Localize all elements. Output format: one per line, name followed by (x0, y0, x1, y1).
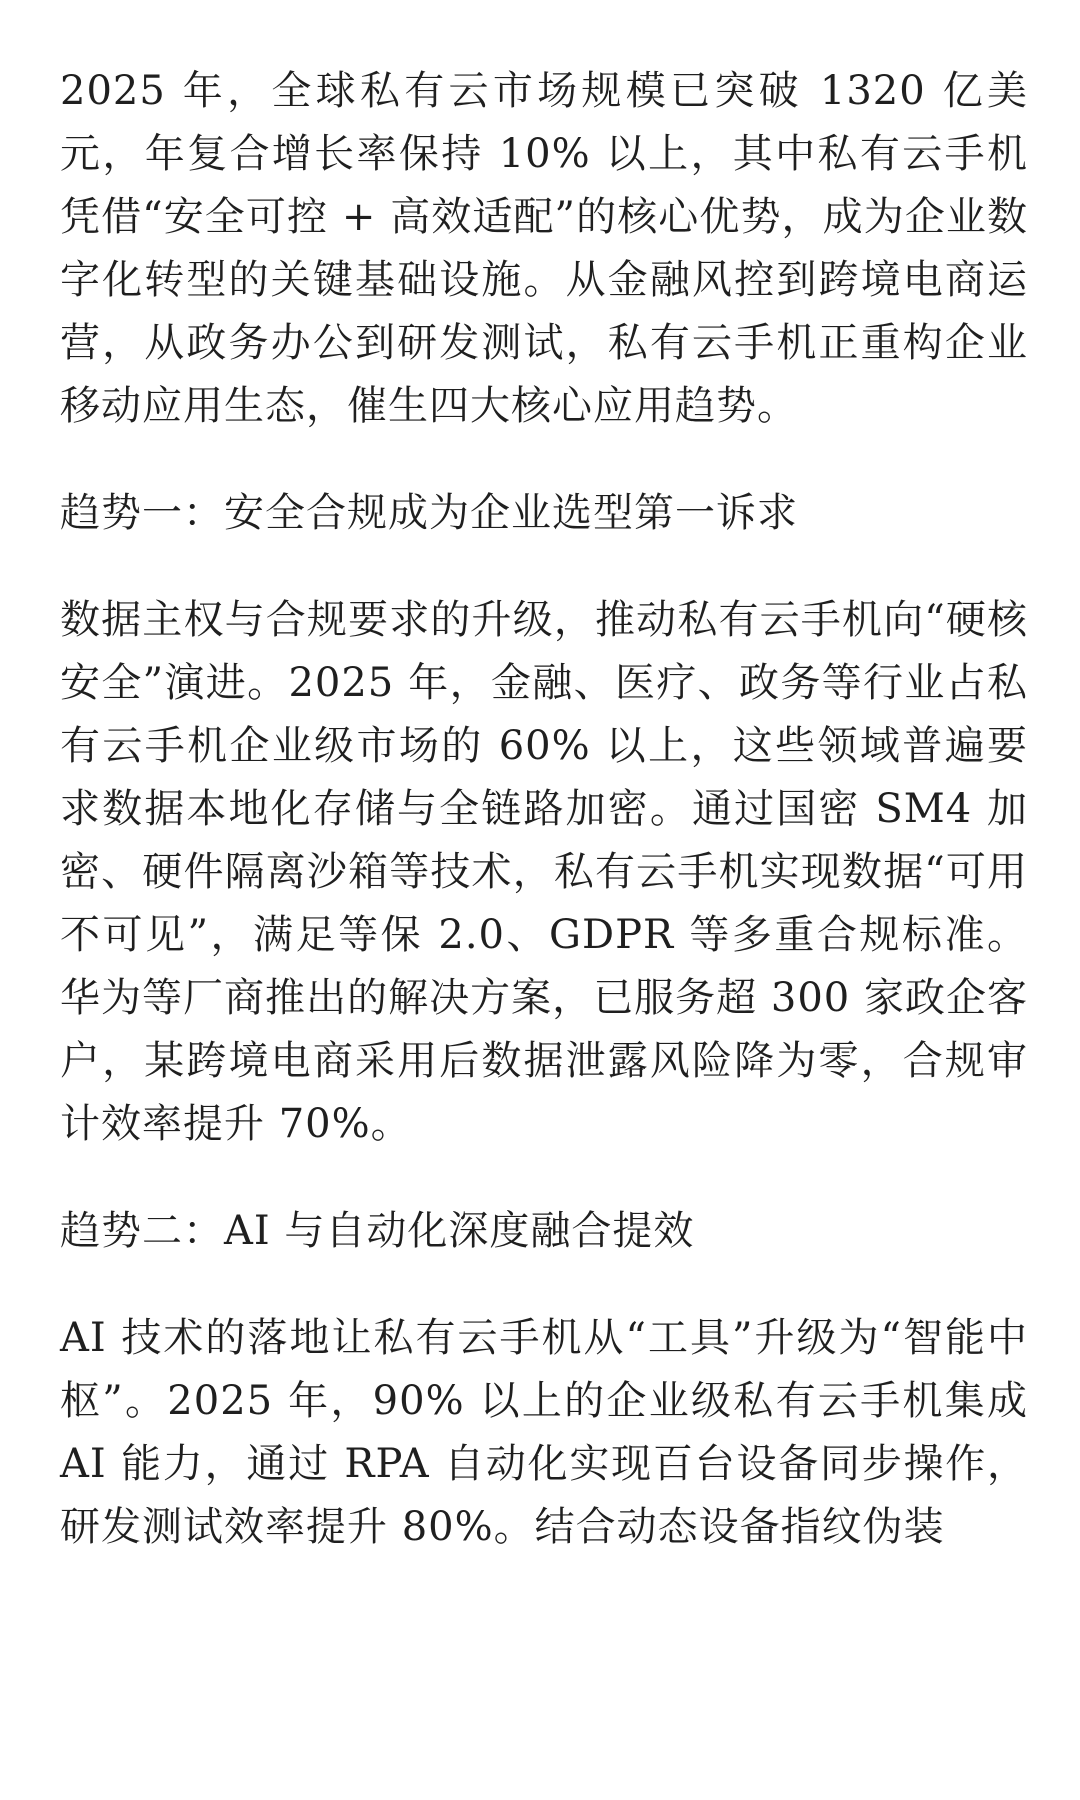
trend-2-paragraph: AI 技术的落地让私有云手机从“工具”升级为“智能中枢”。2025 年，90% 以上的企业级私有云手机集成 AI 能力，通过 RPA 自动化实现百台设备同步操作，研发测试效率提升 80%。结合动态设备指纹伪装 (60, 1315, 1028, 1550)
trend-1-paragraph: 数据主权与合规要求的升级，推动私有云手机向“硬核安全”演进。2025 年，金融、医疗、政务等行业占私有云手机企业级市场的 60% 以上，这些领域普遍要求数据本地化存储与全链路加密。通过国密 SM4 加密、硬件隔离沙箱等技术，私有云手机实现数据“可用不可见”，满足等保 2.0、GDPR 等多重合规标准。华为等厂商推出的解决方案，已服务超 300 家政企客户，某跨境电商采用后数据泄露风险降为零，合规审计效率提升 70%。 (60, 597, 1028, 1147)
article-body (60, 60, 1028, 1603)
trend-2-heading: 趋势二：AI 与自动化深度融合提效 (60, 1208, 695, 1254)
intro-paragraph: 2025 年，全球私有云市场规模已突破 1320 亿美元，年复合增长率保持 10% 以上，其中私有云手机凭借“安全可控 + 高效适配”的核心优势，成为企业数字化转型的关键基础设施。从金融风控到跨境电商运营，从政务办公到研发测试，私有云手机正重构企业移动应用生态，催生四大核心应用趋势。 (60, 68, 1028, 429)
trend-1-heading: 趋势一：安全合规成为企业选型第一诉求 (60, 490, 798, 536)
